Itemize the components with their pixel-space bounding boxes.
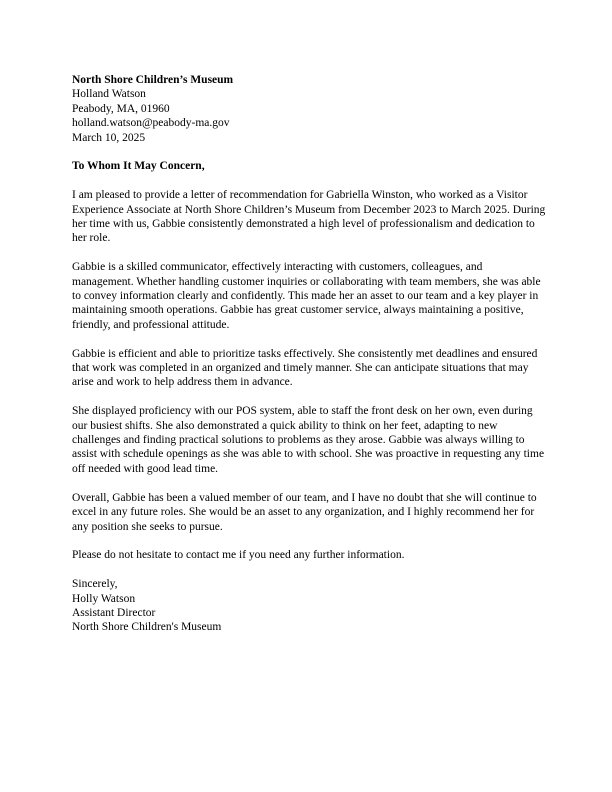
signer-organization: North Shore Children's Museum [72, 621, 222, 634]
body-paragraph-5 [72, 491, 546, 534]
body-paragraph-text: She displayed proficiency with our POS system, able to staff the front desk on her own, even during our busiest shifts. She also demonstrated a quick ability to think on her feet, adapting to new challenges and finding practical solutions to problems as they arose. Gabbie was always willing to assist with schedule openings as she was able to with school. She was proactive in requesting any time off needed with good lead time. [72, 405, 545, 475]
body-paragraph-2 [72, 260, 546, 332]
body-paragraph-6 [72, 548, 546, 562]
sender-location: Peabody, MA, 01960 [72, 102, 170, 115]
body-paragraph-1 [72, 188, 546, 246]
closing-salutation: Sincerely, [72, 578, 118, 591]
body-paragraph-text: Please do not hesitate to contact me if you need any further information. [72, 549, 405, 562]
sender-organization: North Shore Children’s Museum [72, 74, 234, 86]
sender-name: Holland Watson [72, 88, 146, 101]
body-paragraph-4 [72, 404, 546, 476]
signature-block [72, 577, 546, 635]
signer-title: Assistant Director [72, 606, 156, 619]
sender-block [72, 73, 546, 145]
letter-content [72, 73, 546, 635]
body-paragraph-text: I am pleased to provide a letter of recommendation for Gabriella Winston, who worked as a Visitor Experience Associate at North Shore Children’s Museum from December 2023 to March 2025. During her time with us, Gabbie consistently demonstrated a high level of professionalism and dedication to her role. [72, 189, 546, 245]
body-paragraph-text: Gabbie is efficient and able to prioritize tasks effectively. She consistently met deadlines and ensured that work was completed in an organized and timely manner. She can anticipate situations that may arise and work to help address them in advance. [72, 347, 538, 389]
body-paragraph-3 [72, 347, 546, 390]
sender-email: holland.watson@peabody-ma.gov [72, 117, 230, 130]
letter-date: March 10, 2025 [72, 131, 146, 144]
body-paragraph-text: Overall, Gabbie has been a valued member of our team, and I have no doubt that she will continue to excel in any future roles. She would be an asset to any organization, and I highly recommend her for any position she seeks to pursue. [72, 491, 537, 533]
greeting: To Whom It May Concern, [72, 160, 205, 173]
signer-name: Holly Watson [72, 592, 136, 605]
body-paragraph-text: Gabbie is a skilled communicator, effectively interacting with customers, colleagues, and management. Whether handling customer inquiries or collaborating with team members, she was able to convey information clearly and confidently. This made her an asset to our team and a key player in maintaining smooth operations. Gabbie has great customer service, always maintaining a positive, friendly, and professional attitude. [72, 261, 541, 331]
